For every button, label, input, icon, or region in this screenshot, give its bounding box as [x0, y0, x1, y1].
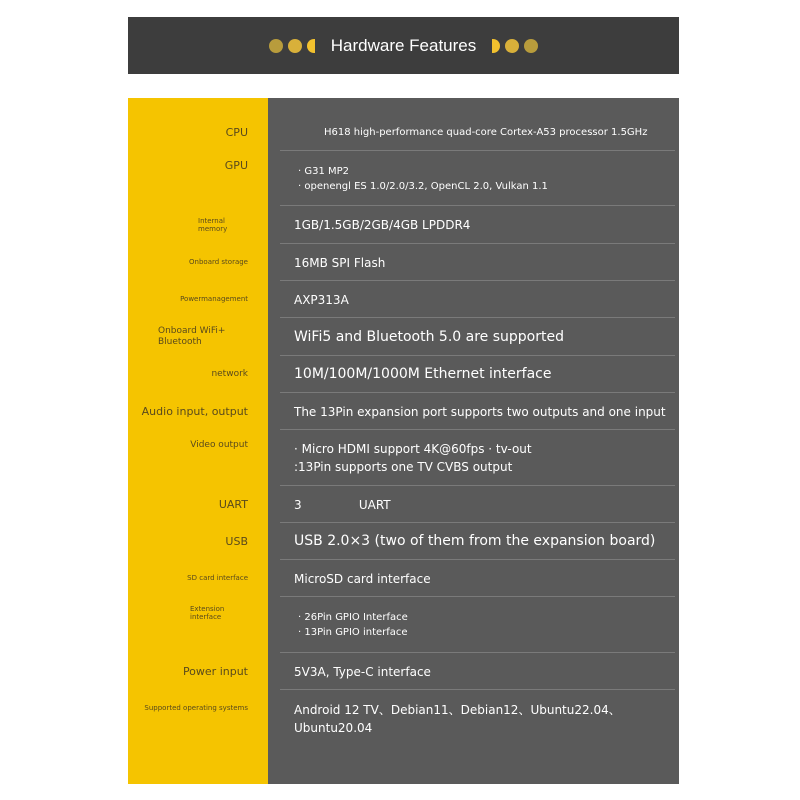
spec-label: GPU [224, 159, 248, 172]
spec-label: Extension interface [190, 605, 225, 622]
spec-value-line: · openengl ES 1.0/2.0/3.2, OpenCL 2.0, Vulkan 1.1 [298, 180, 548, 192]
spec-label: Video output [190, 440, 248, 450]
spec-value-line: Android 12 TV、Debian11、Debian12、Ubuntu22.04、 [294, 703, 621, 717]
spec-value [294, 244, 671, 281]
spec-value [298, 597, 671, 653]
spec-value-line: Ubuntu20.04 [294, 721, 373, 735]
spec-value [294, 523, 671, 560]
spec-label: CPU [225, 125, 248, 139]
spec-label: Powermanagement [180, 295, 248, 304]
spec-row-usb [128, 523, 679, 560]
spec-value [294, 430, 671, 486]
dot-icon [524, 39, 538, 53]
dot-icon [505, 39, 519, 53]
spec-table [128, 98, 679, 784]
left-dots [269, 39, 315, 53]
spec-value [294, 281, 671, 318]
spec-row-audio [128, 393, 679, 430]
spec-value-line: · 13Pin GPIO interface [298, 627, 408, 638]
spec-value [294, 393, 671, 430]
spec-label: Internal memory [198, 216, 228, 233]
dot-icon [288, 39, 302, 53]
spec-value [294, 356, 671, 393]
header-banner [128, 17, 679, 74]
spec-value [294, 206, 671, 244]
spec-row-network [128, 356, 679, 393]
spec-row-uart [128, 486, 679, 523]
right-dots [492, 39, 538, 53]
spec-row-power-input [128, 653, 679, 690]
spec-label: Supported operating systems [144, 704, 248, 712]
half-dot-icon [307, 39, 315, 53]
spec-row-memory [128, 206, 679, 244]
spec-value-line: AXP313A [294, 292, 349, 307]
dot-icon [269, 39, 283, 53]
spec-value [294, 653, 671, 690]
spec-label: Onboard storage [189, 258, 248, 267]
spec-label: Onboard WiFi+ Bluetooth [158, 326, 226, 347]
spec-row-video [128, 430, 679, 486]
spec-value [294, 690, 671, 748]
spec-value-line: The 13Pin expansion port supports two outputs and one input [294, 404, 666, 419]
spec-row-storage [128, 244, 679, 281]
spec-label: USB [225, 534, 248, 548]
spec-value-line: · Micro HDMI support 4K@60fps · tv-out [294, 442, 532, 456]
spec-row-wifi-bluetooth [128, 318, 679, 356]
spec-row-power-management [128, 281, 679, 318]
spec-value-line: 16MB SPI Flash [294, 255, 386, 270]
spec-label: Audio input, output [141, 404, 248, 418]
spec-row-extension [128, 597, 679, 653]
spec-value [294, 486, 671, 523]
spec-row-sd-card [128, 560, 679, 597]
spec-value [294, 318, 671, 356]
spec-value-line: · 26Pin GPIO Interface [298, 612, 408, 623]
half-dot-icon [492, 39, 500, 53]
spec-row-os [128, 690, 679, 748]
spec-value [298, 151, 671, 206]
spec-value-line: · G31 MP2 [298, 165, 350, 177]
spec-row-cpu [128, 114, 679, 151]
spec-label: Power input [182, 664, 248, 678]
spec-value-line: WiFi5 and Bluetooth 5.0 are supported [294, 328, 564, 345]
spec-label: UART [218, 497, 248, 511]
spec-label: network [211, 369, 248, 380]
spec-label: SD card interface [187, 574, 248, 583]
spec-value-line: H618 high-performance quad-core Cortex-A53 processor 1.5GHz [324, 127, 648, 138]
page-title: Hardware Features [330, 35, 477, 55]
spec-value-line: MicroSD card interface [294, 571, 431, 586]
spec-value-line: :13Pin supports one TV CVBS output [294, 460, 513, 474]
spec-value-line: 10M/100M/1000M Ethernet interface [294, 366, 552, 382]
spec-value-line: 3 UART [294, 497, 391, 512]
spec-value-line: 5V3A, Type-C interface [294, 664, 431, 679]
spec-value [324, 114, 671, 151]
spec-value-line: 1GB/1.5GB/2GB/4GB LPDDR4 [294, 218, 471, 232]
spec-value-line: USB 2.0×3 (two of them from the expansion board) [294, 533, 656, 549]
spec-value [294, 560, 671, 597]
spec-row-gpu [128, 151, 679, 206]
